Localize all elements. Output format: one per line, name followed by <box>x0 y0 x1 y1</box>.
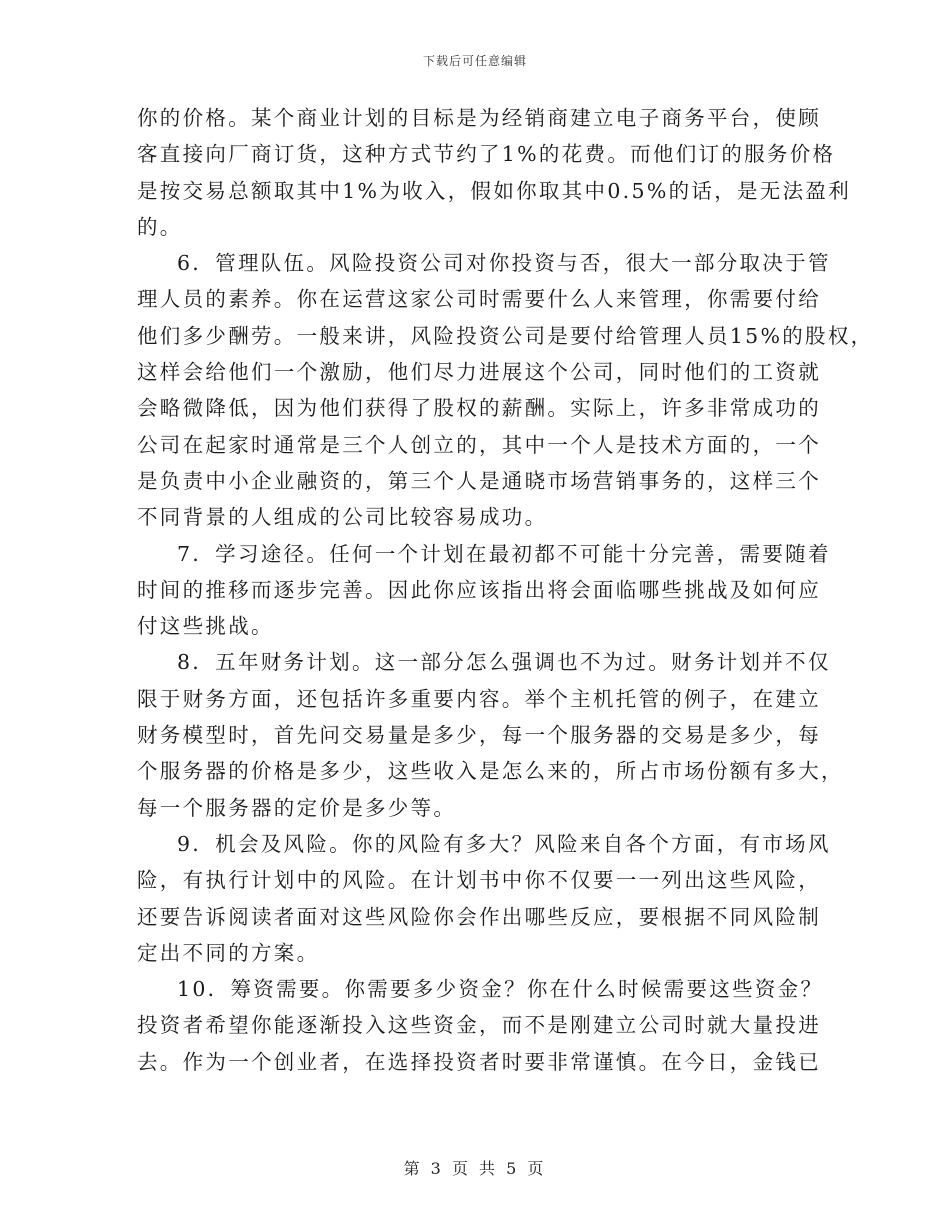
text-line: 险，有执行计划中的风险。在计划书中你不仅要一一列出这些风险， <box>137 868 821 893</box>
text-line: 不同背景的人组成的公司比较容易成功。 <box>137 505 548 530</box>
text-line: 你的价格。某个商业计划的目标是为经销商建立电子商务平台，使顾 <box>137 106 821 130</box>
document-body <box>137 100 874 1080</box>
text-line: 这样会给他们一个激励，他们尽力进展这个公司，同时他们的工资就 <box>137 360 821 385</box>
text-line: 还要告诉阅读者面对这些风险你会作出哪些反应，要根据不同风险制 <box>137 904 821 929</box>
text-line: 每一个服务器的定价是多少等。 <box>137 795 457 820</box>
text-line: 9．机会及风险。你的风险有多大？风险来自各个方面，有市场风 <box>177 831 831 856</box>
paragraph-learning-path <box>137 536 831 645</box>
text-line: 客直接向厂商订货，这种方式节约了1%的花费。而他们订的服务价格 <box>137 142 836 167</box>
paragraph-financial-plan <box>137 644 844 825</box>
text-line: 时间的推移而逐步完善。因此你应该指出将会面临哪些挑战及如何应 <box>137 577 821 602</box>
text-line: 去。作为一个创业者，在选择投资者时要非常谨慎。在今日，金钱已 <box>137 1049 821 1074</box>
paragraph-opportunities-risks <box>137 826 831 971</box>
paragraph-pricing-continued <box>137 100 852 245</box>
text-line: 个服务器的价格是多少，这些收入是怎么来的，所占市场份额有多大， <box>137 759 844 784</box>
text-line: 定出不同的方案。 <box>137 940 320 965</box>
text-line: 财务模型时，首先问交易量是多少，每一个服务器的交易是多少，每 <box>137 723 821 748</box>
text-line: 10．筹资需要。你需要多少资金？你在什么时候需要这些资金？ <box>177 977 824 1002</box>
text-line: 7．学习途径。任何一个计划在最初都不可能十分完善，需要随着 <box>177 541 831 566</box>
page-header: 下载后可任意编辑 <box>422 54 527 68</box>
text-line: 是负责中小企业融资的，第三个人是通晓市场营销事务的，这样三个 <box>137 468 821 493</box>
text-line: 理人员的素养。你在运营这家公司时需要什么人来管理，你需要付给 <box>137 287 821 312</box>
paragraph-management-team <box>137 245 874 535</box>
text-line: 的。 <box>137 214 183 239</box>
page-number-footer: 第 3 页 共 5 页 <box>403 1159 547 1178</box>
text-line: 会略微降低，因为他们获得了股权的薪酬。实际上，许多非常成功的 <box>137 396 821 421</box>
paragraph-funding-needs <box>137 971 824 1080</box>
text-line: 是按交易总额取其中1%为收入，假如你取其中0.5%的话，是无法盈利 <box>137 178 852 203</box>
text-line: 限于财务方面，还包括许多重要内容。举个主机托管的例子，在建立 <box>137 686 821 711</box>
text-line: 8．五年财务计划。这一部分怎么强调也不为过。财务计划并不仅 <box>177 650 831 675</box>
text-line: 他们多少酬劳。一般来讲，风险投资公司是要付给管理人员15%的股权， <box>137 323 874 348</box>
text-line: 付这些挑战。 <box>137 614 274 639</box>
text-line: 公司在起家时通常是三个人创立的，其中一个人是技术方面的，一个 <box>137 432 821 457</box>
text-line: 投资者希望你能逐渐投入这些资金，而不是刚建立公司时就大量投进 <box>137 1013 821 1038</box>
text-line: 6．管理队伍。风险投资公司对你投资与否，很大一部分取决于管 <box>177 251 831 276</box>
